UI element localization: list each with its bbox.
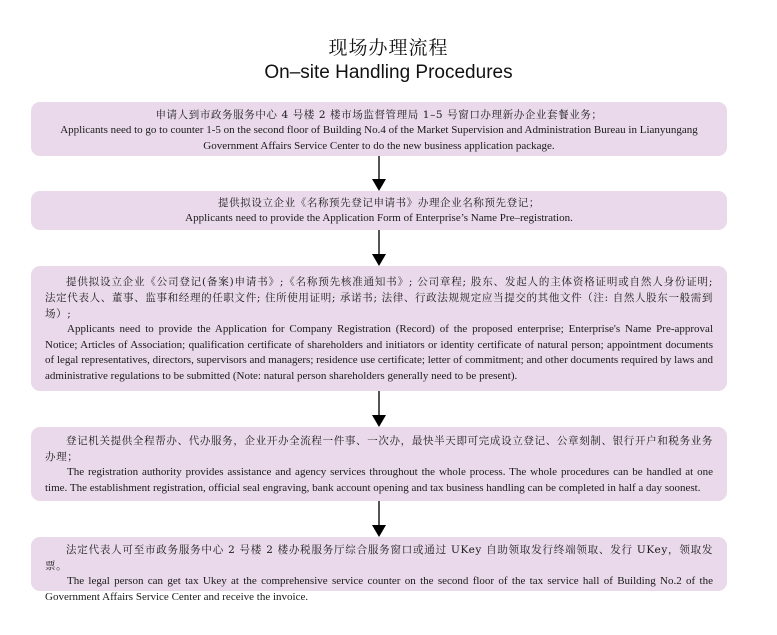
step-5-en: The legal person can get tax Ukey at the comprehensive service counter on the second floor of the tax service hall of Building No.2 of the Government Affairs Service Center and receive the invoice. (45, 575, 713, 603)
step-4-cn: 登记机关提供全程帮办、代办服务，企业开办全流程一件事、一次办，最快半天即可完成设立登记、公章刻制、银行开户和税务业务办理； (45, 435, 713, 463)
step-box-2 (31, 191, 727, 230)
title-en: On–site Handling Procedures (264, 62, 513, 83)
arrow-down-icon (372, 156, 386, 191)
step-box-3 (31, 266, 727, 391)
arrow-down-icon (372, 230, 386, 266)
arrow-down-icon (372, 391, 386, 427)
step-box-5 (31, 537, 727, 603)
step-3-cn: 提供拟设立企业《公司登记(备案)申请书》;《名称预先核准通知书》; 公司章程; 股东、发起人的主体资格证明或自然人身份证明; 法定代表人、董事、监事和经理的任职文件; 住所使用证明; 承诺书; 法律、行政法规规定应当提交的其他文件（注: 自然人股东一般需到场）; (45, 276, 713, 320)
step-box-4 (31, 427, 727, 501)
step-1-cn: 申请人到市政务服务中心 4 号楼 2 楼市场监督管理局 1–5 号窗口办理新办企业套餐业务； (155, 109, 603, 121)
step-2-cn: 提供拟设立企业《名称预先登记申请书》办理企业名称预先登记； (218, 197, 540, 209)
step-2-en: Applicants need to provide the Application Form of Enterprise’s Name Pre–registration. (185, 212, 573, 224)
step-3-en: Applicants need to provide the Application for Company Registration (Record) of the proposed enterprise; Enterprise's Name Pre-approval Notice; Articles of Association; qualification certificate of shareholders and initiators or identity certificate of natural person; appointment documents of legal representatives, directors, supervisors and managers; residence use certificate; letter of commitment; and other documents required by laws and administrative regulations to be submitted (Note: natural person shareholders generally need to be present). (45, 323, 713, 382)
step-5-cn: 法定代表人可至市政务服务中心 2 号楼 2 楼办税服务厅综合服务窗口或通过 UKey 自助领取发行终端领取、发行 UKey，领取发票。 (45, 544, 713, 572)
step-1-en: Applicants need to go to counter 1-5 on the second floor of Building No.4 of the Market Supervision and Administration Bureau in Lianyungang Government Affairs Service Center to do the new business application package. (60, 124, 698, 152)
arrow-down-icon (372, 501, 386, 537)
step-4-en: The registration authority provides assistance and agency services throughout the whole process. The whole procedures can be handled at one time. The establishment registration, official seal engraving, bank account opening and tax business handling can be completed in half a day soonest. (45, 466, 713, 494)
step-box-1 (31, 102, 727, 156)
title-cn: 现场办理流程 (328, 37, 449, 59)
